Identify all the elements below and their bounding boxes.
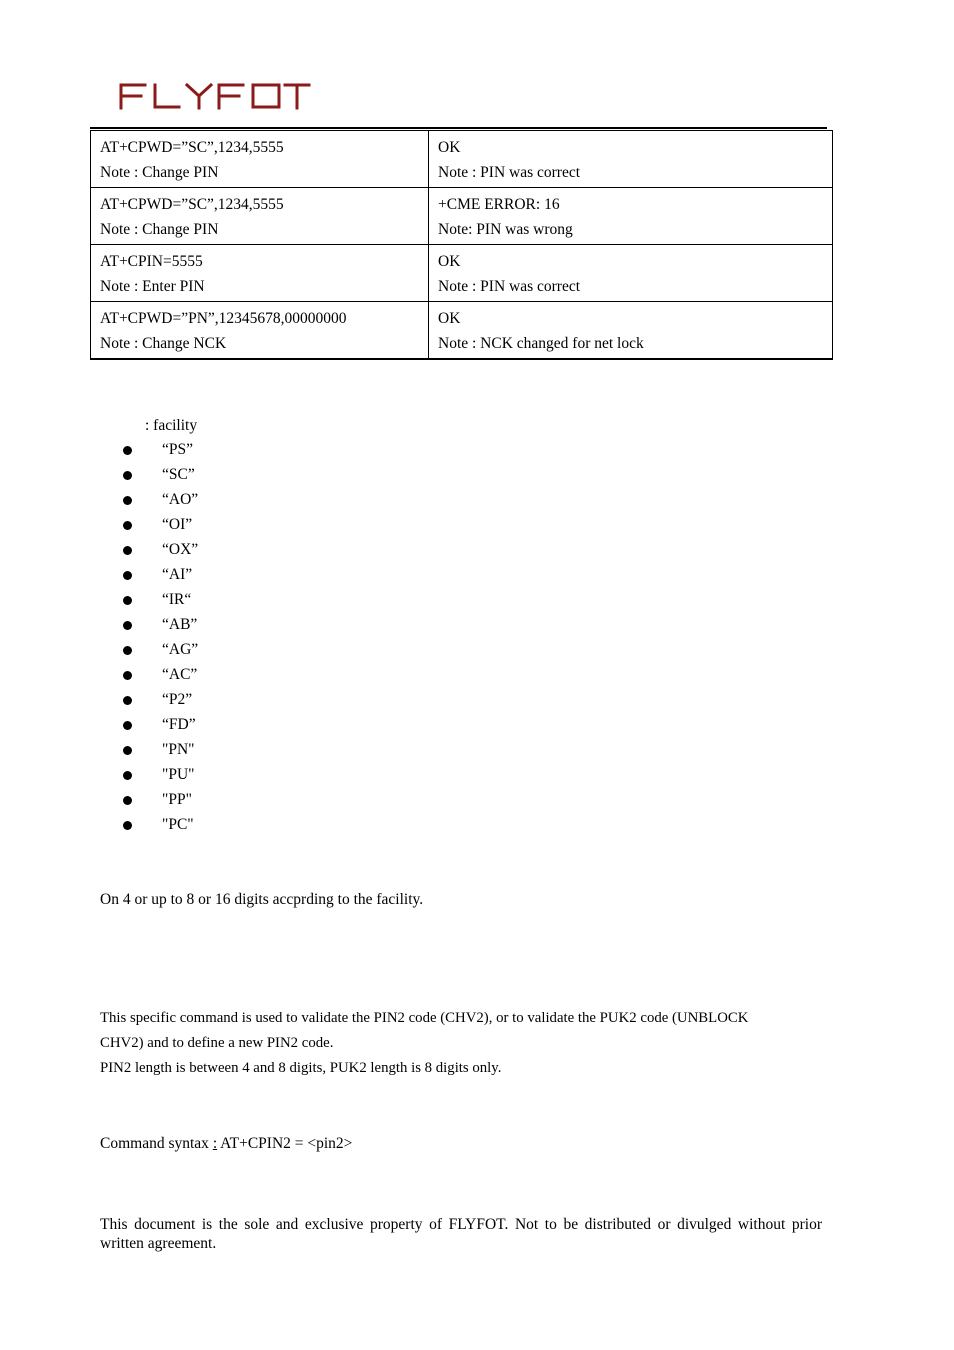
facility-code: “PS” bbox=[162, 441, 193, 458]
list-item bbox=[118, 464, 198, 489]
table-row bbox=[91, 245, 833, 302]
list-item bbox=[118, 539, 198, 564]
password-description: On 4 or up to 8 or 16 digits accprding to the facility. bbox=[100, 891, 424, 908]
bullet-icon bbox=[123, 521, 132, 530]
command-text: AT+CPWD=”SC”,1234,5555 bbox=[100, 139, 284, 156]
facility-label: : facility bbox=[145, 417, 198, 434]
command-cell bbox=[91, 131, 429, 188]
header-rule bbox=[90, 127, 827, 129]
bullet-icon bbox=[123, 821, 132, 830]
command-text: AT+CPWD=”SC”,1234,5555 bbox=[100, 196, 284, 213]
bullet-icon bbox=[123, 546, 132, 555]
command-cell bbox=[91, 188, 429, 245]
syntax-colon: : bbox=[212, 1135, 218, 1152]
bullet-icon bbox=[123, 696, 132, 705]
syntax-value: AT+CPIN2 = <pin2> bbox=[217, 1135, 353, 1152]
facility-code: “P2” bbox=[162, 691, 193, 708]
response-text: OK bbox=[438, 310, 461, 327]
bullet-icon bbox=[123, 721, 132, 730]
bullet-icon bbox=[123, 646, 132, 655]
cpin2-description-line2: CHV2) and to define a new PIN2 code. bbox=[100, 1035, 334, 1051]
list-item bbox=[118, 689, 198, 714]
facility-code: “AG” bbox=[162, 641, 199, 658]
facility-code: “SC” bbox=[162, 466, 195, 483]
bullet-icon bbox=[123, 621, 132, 630]
response-text: OK bbox=[438, 253, 461, 270]
response-cell bbox=[429, 188, 833, 245]
response-cell bbox=[429, 245, 833, 302]
flyfot-logo-mark bbox=[119, 82, 311, 110]
flyfot-logo bbox=[119, 82, 311, 115]
response-text: +CME ERROR: 16 bbox=[438, 196, 560, 213]
list-item bbox=[118, 739, 198, 764]
list-item bbox=[118, 814, 198, 839]
list-item bbox=[118, 639, 198, 664]
response-text: OK bbox=[438, 139, 461, 156]
response-note: Note : NCK changed for net lock bbox=[438, 335, 644, 352]
footer-notice: This document is the sole and exclusive property of FLYFOT. Not to be distributed or divulged without prior written agreement. bbox=[100, 1216, 822, 1252]
command-cell bbox=[91, 245, 429, 302]
response-cell bbox=[429, 131, 833, 188]
command-syntax bbox=[100, 1133, 352, 1155]
command-note: Note : Change PIN bbox=[100, 221, 219, 238]
table-row bbox=[91, 302, 833, 360]
bullet-icon bbox=[123, 571, 132, 580]
command-cell bbox=[91, 302, 429, 360]
facility-code: "PU" bbox=[162, 766, 195, 783]
facility-code: "PN" bbox=[162, 741, 195, 758]
facility-code: “AI” bbox=[162, 566, 193, 583]
list-item bbox=[118, 714, 198, 739]
command-note: Note : Enter PIN bbox=[100, 278, 205, 295]
list-item bbox=[118, 514, 198, 539]
list-item bbox=[118, 564, 198, 589]
facility-code: “AB” bbox=[162, 616, 198, 633]
list-item bbox=[118, 439, 198, 464]
list-item bbox=[118, 614, 198, 639]
table-row bbox=[91, 131, 833, 188]
command-note: Note : Change NCK bbox=[100, 335, 227, 352]
list-item bbox=[118, 789, 198, 814]
list-item bbox=[118, 489, 198, 514]
cpin2-description-line3: PIN2 length is between 4 and 8 digits, PUK2 length is 8 digits only. bbox=[100, 1060, 502, 1076]
command-example-table bbox=[90, 130, 833, 360]
response-note: Note : PIN was correct bbox=[438, 278, 581, 295]
facility-code: “AO” bbox=[162, 491, 199, 508]
facility-code: “IR“ bbox=[162, 591, 192, 608]
bullet-icon bbox=[123, 446, 132, 455]
facility-code: “OX” bbox=[162, 541, 199, 558]
list-item bbox=[118, 589, 198, 614]
command-text: AT+CPIN=5555 bbox=[100, 253, 203, 270]
cpin2-description-line1: This specific command is used to validate the PIN2 code (CHV2), or to validate the PUK2 code (UNBLOCK bbox=[100, 1010, 749, 1026]
bullet-icon bbox=[123, 496, 132, 505]
facility-code: "PC" bbox=[162, 816, 194, 833]
facility-list bbox=[118, 439, 198, 839]
bullet-icon bbox=[123, 796, 132, 805]
command-text: AT+CPWD=”PN”,12345678,00000000 bbox=[100, 310, 347, 327]
list-item bbox=[118, 764, 198, 789]
facility-code: "PP" bbox=[162, 791, 192, 808]
syntax-label: Command syntax bbox=[100, 1135, 213, 1152]
facility-code: “AC” bbox=[162, 666, 198, 683]
bullet-icon bbox=[123, 746, 132, 755]
bullet-icon bbox=[123, 471, 132, 480]
facility-code: “FD” bbox=[162, 716, 196, 733]
bullet-icon bbox=[123, 596, 132, 605]
bullet-icon bbox=[123, 671, 132, 680]
response-cell bbox=[429, 302, 833, 360]
bullet-icon bbox=[123, 771, 132, 780]
command-note: Note : Change PIN bbox=[100, 164, 219, 181]
response-note: Note: PIN was wrong bbox=[438, 221, 573, 238]
list-item bbox=[118, 664, 198, 689]
table-row bbox=[91, 188, 833, 245]
facility-code: “OI” bbox=[162, 516, 193, 533]
response-note: Note : PIN was correct bbox=[438, 164, 581, 181]
